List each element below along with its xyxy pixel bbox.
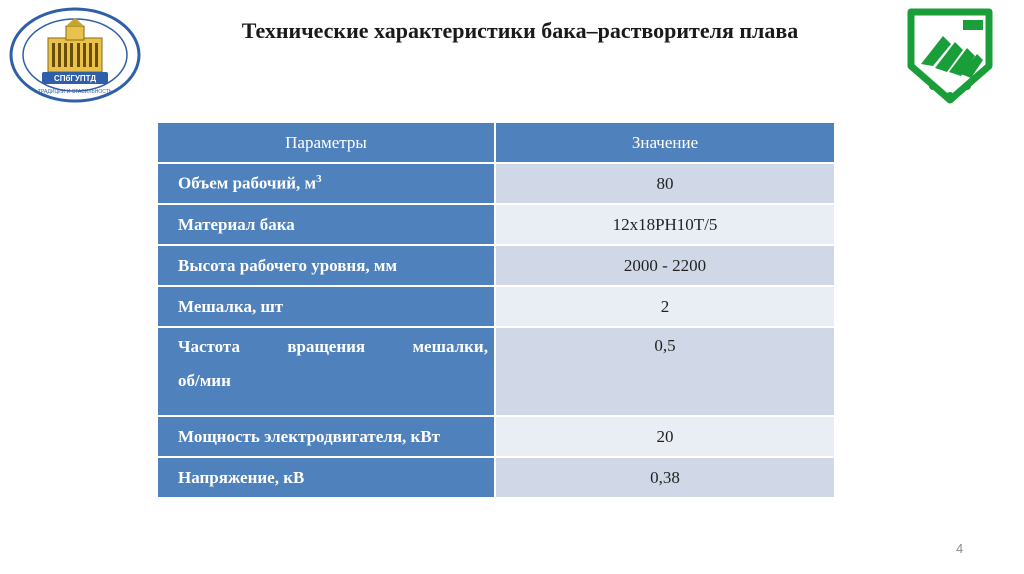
param-cell: Мешалка, шт — [157, 286, 495, 327]
table-row — [157, 327, 835, 416]
header-value: Значение — [495, 122, 835, 163]
page-title: Технические характеристики бака–растворителя плава — [241, 18, 799, 43]
param-line-2: об/мин — [178, 371, 231, 390]
param-cell: Объем рабочий, $м^3$ — [157, 163, 495, 204]
table-row — [157, 286, 835, 327]
value-cell: 12х18РН10Т/5 — [495, 204, 835, 245]
value-cell: 20 — [495, 416, 835, 457]
param-line-1: Частота вращения мешалки, — [178, 337, 488, 356]
table-row — [157, 163, 835, 204]
university-logo — [8, 6, 142, 104]
table-row — [157, 416, 835, 457]
param-cell — [157, 327, 495, 416]
param-cell: Напряжение, кВ — [157, 457, 495, 498]
value-cell: 0,5 — [495, 327, 835, 416]
value-cell: 2 — [495, 286, 835, 327]
param-cell: Высота рабочего уровня, мм — [157, 245, 495, 286]
param-cell: Материал бака — [157, 204, 495, 245]
table-header-row — [157, 122, 835, 163]
page-number: 4 — [956, 541, 964, 556]
value-cell: 80 — [495, 163, 835, 204]
param-cell: Мощность электродвигателя, кВт — [157, 416, 495, 457]
logo-left-text: СПбГУПТД — [53, 74, 97, 83]
value-cell: 0,38 — [495, 457, 835, 498]
parameters-table — [156, 121, 836, 499]
table-row — [157, 204, 835, 245]
table-row — [157, 245, 835, 286]
superscript: 3 — [316, 173, 322, 186]
table-row — [157, 457, 835, 498]
header-parameters: Параметры — [157, 122, 495, 163]
forest-emblem-logo — [903, 6, 997, 106]
value-cell: 2000 - 2200 — [495, 245, 835, 286]
logo-left-motto: ТРАДИЦИИ И СТАБИЛЬНОСТЬ — [37, 89, 113, 95]
